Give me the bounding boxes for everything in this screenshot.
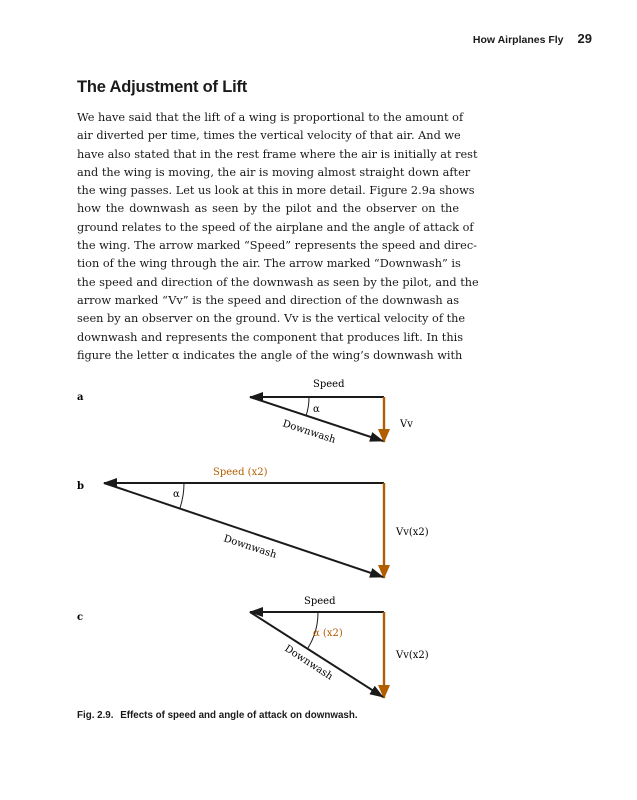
caption-text: Effects of speed and angle of attack on downwash. [120, 710, 358, 721]
speed-label: Speed [313, 379, 345, 390]
figure-number: Fig. 2.9. [77, 710, 114, 721]
panel-a [77, 379, 413, 446]
angle-label: α [313, 404, 320, 415]
panel-c-letter: c [77, 612, 84, 623]
body-line: downwash and represents the component that produces lift. In this [77, 330, 464, 344]
downwash-label: Downwash [281, 418, 337, 446]
vv-label: Vv(x2) [396, 650, 429, 661]
section-title: The Adjustment of Lift [77, 78, 248, 96]
body-line: ground relates to the speed of the airplane and the angle of attack of [77, 220, 474, 234]
body-line: the speed and direction of the downwash as seen by the pilot, and the [77, 275, 479, 289]
running-head-title: How Airplanes Fly [472, 34, 564, 46]
body-line: figure the letter α indicates the angle of the wing’s downwash with [77, 348, 463, 362]
body-line: tion of the wing through the air. The arrow marked “Downwash” is [77, 257, 461, 271]
downwash-label: Downwash [222, 533, 278, 561]
body-line: the wing passes. Let us look at this in more detail. Figure 2.9a shows [77, 184, 475, 198]
body-line: air diverted per time, times the vertical velocity of that air. And we [77, 129, 461, 143]
angle-arc [180, 483, 184, 508]
downwash-arrow [104, 483, 383, 577]
body-line: We have said that the lift of a wing is proportional to the amount of [77, 111, 464, 124]
body-line: arrow marked “Vv” is the speed and direction of the downwash as [77, 293, 459, 307]
panel-b [77, 467, 429, 578]
downwash-label: Downwash [282, 643, 335, 683]
vv-label: Vv [400, 419, 413, 430]
speed-label: Speed (x2) [213, 467, 268, 478]
angle-arc [306, 397, 309, 416]
vv-label: Vv(x2) [396, 527, 429, 538]
figure-caption [77, 710, 358, 721]
speed-label: Speed [304, 596, 336, 607]
body-line: seen by an observer on the ground. Vv is the vertical velocity of the [77, 312, 466, 326]
angle-label: α (x2) [313, 628, 343, 639]
page-number: 29 [577, 31, 592, 46]
body-line: the wing. The arrow marked “Speed” represents the speed and direc- [77, 239, 477, 253]
panel-b-letter: b [77, 481, 84, 492]
angle-label: α [173, 489, 180, 500]
body-line: have also stated that in the rest frame where the air is initially at rest [77, 147, 478, 161]
body-line: how the downwash as seen by the pilot and the observer on the [77, 202, 459, 216]
body-line: and the wing is moving, the air is moving almost straight down after [77, 165, 471, 179]
panel-c [77, 596, 429, 698]
panel-a-letter: a [77, 392, 84, 403]
